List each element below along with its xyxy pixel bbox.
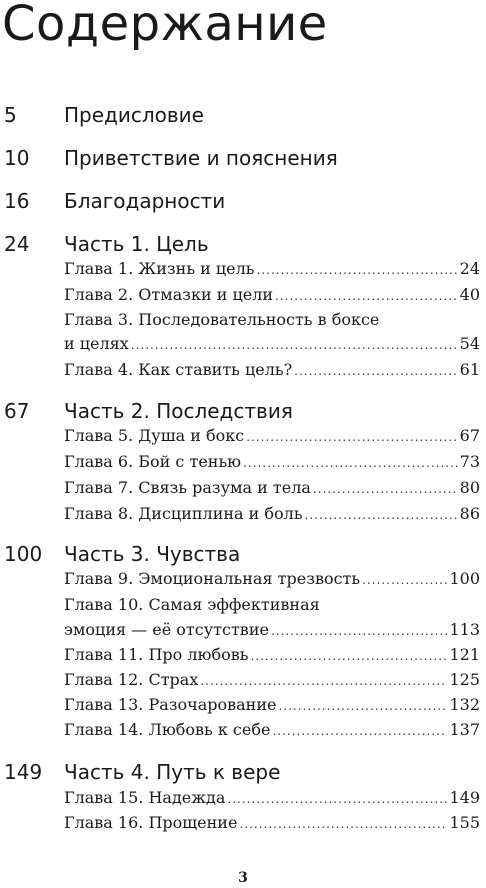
part-title: Часть 3. Чувства (64, 542, 241, 566)
toc-chapter-11[interactable] (64, 643, 480, 667)
chapter-page-number: 61 (459, 360, 480, 379)
dot-leader (294, 359, 457, 383)
chapter-page-number: 113 (449, 620, 480, 639)
chapter-title: Глава 13. Разочарование (64, 695, 277, 714)
toc-chapter-8[interactable] (64, 502, 480, 526)
section-title: Благодарности (64, 189, 226, 213)
chapter-title: Глава 4. Как ставить цель? (64, 360, 293, 379)
dot-leader (271, 619, 448, 643)
toc-chapter-4[interactable] (64, 358, 480, 382)
chapter-page-number: 137 (449, 720, 480, 739)
chapter-title: Глава 1. Жизнь и цель (64, 259, 255, 278)
chapter-page-number: 73 (459, 452, 480, 471)
dot-leader (257, 258, 458, 282)
section-page-number: 5 (4, 103, 17, 127)
page-folio-number: 3 (238, 870, 248, 886)
toc-chapter-13[interactable] (64, 693, 480, 717)
dot-leader (243, 451, 458, 475)
part-title: Часть 1. Цель (64, 232, 209, 256)
chapter-page-number: 86 (459, 504, 480, 523)
toc-part-1[interactable] (0, 230, 486, 260)
chapter-title: Глава 8. Дисциплина и боль (64, 504, 303, 523)
toc-part-3[interactable] (0, 540, 486, 570)
toc-chapter-10[interactable] (64, 618, 480, 642)
toc-chapter-2[interactable] (64, 283, 480, 307)
part-page-number: 67 (4, 399, 30, 423)
toc-chapter-15[interactable] (64, 786, 480, 810)
section-title: Предисловие (64, 103, 204, 127)
chapter-page-number: 40 (459, 285, 480, 304)
chapter-title: эмоция — её отсутствие (64, 620, 269, 639)
toc-chapter-14[interactable] (64, 718, 480, 742)
chapter-page-number: 67 (459, 426, 480, 445)
chapter-title: Глава 12. Страх (64, 670, 199, 689)
toc-chapter-16[interactable] (64, 811, 480, 835)
chapter-page-number: 24 (459, 259, 480, 278)
toc-section-acknowledgements[interactable] (0, 187, 486, 217)
chapter-title: Глава 7. Связь разума и тела (64, 478, 311, 497)
toc-part-4[interactable] (0, 758, 486, 788)
toc-chapter-6[interactable] (64, 450, 480, 474)
chapter-page-number: 155 (449, 813, 480, 832)
dot-leader (275, 284, 458, 308)
part-page-number: 24 (4, 232, 30, 256)
chapter-title-line1[interactable]: Глава 3. Последовательность в боксе (64, 310, 380, 329)
chapter-page-number: 149 (449, 788, 480, 807)
chapter-page-number: 121 (449, 645, 480, 664)
toc-chapter-12[interactable] (64, 668, 480, 692)
part-title: Часть 2. Последствия (64, 399, 293, 423)
chapter-title-line1[interactable]: Глава 10. Самая эффективная (64, 595, 320, 614)
chapter-title: и целях (64, 334, 129, 353)
dot-leader (313, 477, 458, 501)
section-page-number: 10 (4, 146, 30, 170)
toc-section-preface[interactable] (0, 101, 486, 131)
chapter-page-number: 80 (459, 478, 480, 497)
toc-chapter-7[interactable] (64, 476, 480, 500)
chapter-page-number: 132 (449, 695, 480, 714)
chapter-page-number: 125 (449, 670, 480, 689)
dot-leader (227, 787, 447, 811)
toc-chapter-5[interactable] (64, 424, 480, 448)
chapter-title: Глава 5. Душа и бокс (64, 426, 245, 445)
chapter-title: Глава 15. Надежда (64, 788, 226, 807)
toc-chapter-3[interactable] (64, 332, 480, 356)
chapter-page-number: 100 (449, 569, 480, 588)
chapter-title: Глава 9. Эмоциональная трезвость (64, 569, 361, 588)
chapter-page-number: 54 (459, 334, 480, 353)
dot-leader (239, 812, 447, 836)
dot-leader (246, 425, 457, 449)
dot-leader (272, 719, 447, 743)
dot-leader (278, 694, 447, 718)
section-page-number: 16 (4, 189, 30, 213)
section-title: Приветствие и пояснения (64, 146, 338, 170)
chapter-title: Глава 16. Прощение (64, 813, 238, 832)
toc-chapter-1[interactable] (64, 257, 480, 281)
chapter-title: Глава 14. Любовь к себе (64, 720, 271, 739)
dot-leader (250, 644, 447, 668)
part-page-number: 149 (4, 760, 43, 784)
dot-leader (305, 503, 458, 527)
chapter-title: Глава 11. Про любовь (64, 645, 249, 664)
toc-chapter-9[interactable] (64, 567, 480, 591)
toc-section-welcome[interactable] (0, 144, 486, 174)
page-title: Содержание (2, 0, 328, 52)
toc-part-2[interactable] (0, 397, 486, 427)
dot-leader (200, 669, 447, 693)
dot-leader (362, 568, 447, 592)
dot-leader (131, 333, 458, 357)
chapter-title: Глава 2. Отмазки и цели (64, 285, 274, 304)
part-title: Часть 4. Путь к вере (64, 760, 281, 784)
part-page-number: 100 (4, 542, 43, 566)
chapter-title: Глава 6. Бой с тенью (64, 452, 242, 471)
